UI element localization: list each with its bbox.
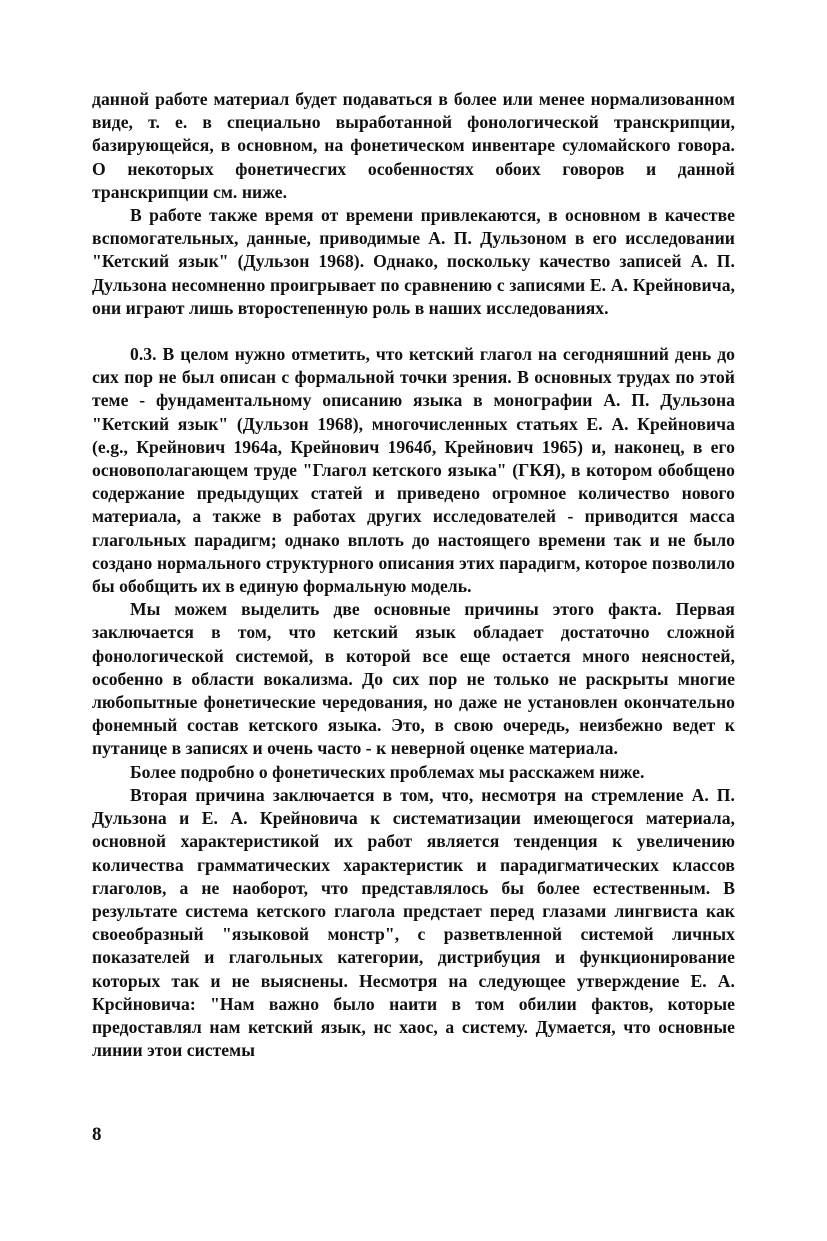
- page-number: 8: [92, 1124, 102, 1145]
- paragraph-4: Мы можем выделить две основные причины этого факта. Первая заключается в том, что кетский язык обладает достаточно сложной фонологической системой, в которой все еще остается много неясностей, особенно в области вокализма. До сих пор не только не раскрыты многие любопытные фонетические чередования, но даже не установлен окончательно фонемный состав кетского языка. Это, в свою очередь, неизбежно ведет к путанице в записях и очень часто - к неверной оценке материала.: [92, 599, 735, 759]
- paragraph-3-section-0-3: 0.3. В целом нужно отметить, что кетский глагол на сегодняшний день до сих пор не был описан с формальной точки зрения. В основных трудах по этой теме - фундаментальному описанию языка в монографии А. П. Дульзона "Кетский язык" (Дульзон 1968), многочисленных статьях Е. А. Крейновича (e.g., Крейнович 1964a, Крейнович 1964б, Крейнович 1965) и, наконец, в его основополагающем труде "Глагол кетского языка" (ГКЯ), в котором обобщено содержание предыдущих статей и приведено огромное количество нового материала, а также в работах других исследователей - приводится масса глагольных парадигм; однако вплоть до настоящего времени так и не было создано нормального структурного описания этих парадигм, которое позволило бы обобщить их в единую формальную модель.: [92, 344, 735, 597]
- paragraph-1: данной работе материал будет подаваться в более или менее нормализованном виде, т. е. в специально выработанной фонологической транскрипции, базирующейся, в основном, на фонетическом инвентаре суломайского говора. О некоторых фонетичесгих особенностях обоих говоров и данной транскрипции см. ниже.: [92, 89, 735, 202]
- paragraph-5: Более подробно о фонетических проблемах мы расскажем ниже.: [130, 761, 645, 782]
- paragraph-2: В работе также время от времени привлекаются, в основном в качестве вспомогательных, данные, приводимые А. П. Дульзоном в его исследовании "Кетский язык" (Дульзон 1968). Однако, поскольку качество записей А. П. Дульзона несомненно проигрывает по сравнению с записями Е. А. Крейновича, они играют лишь второстепенную роль в наших исследованиях.: [92, 205, 735, 318]
- paragraph-6: Вторая причина заключается в том, что, несмотря на стремление А. П. Дульзона и Е. А. Крейновича к систематизации имеющегося материала, основной характеристикой их работ является тенденция к увеличению количества грамматических характеристик и парадигматических классов глаголов, а не наоборот, что представлялось бы более естественным. В результате система кетского глагола предстает перед глазами лингвиста как своеобразный "языковой монстр", с разветвленной системой личных показателей и глагольных категории, дистрибуция и функционирование которых так и не выяснены. Несмотря на следующее утверждение Е. А. Крсйновича: "Нам важно было наити в том обилии фактов, которые предоставлял нам кетский язык, нс хаос, а систему. Думается, что основные линии этои системы: [92, 784, 735, 1061]
- page-body: [92, 88, 735, 1062]
